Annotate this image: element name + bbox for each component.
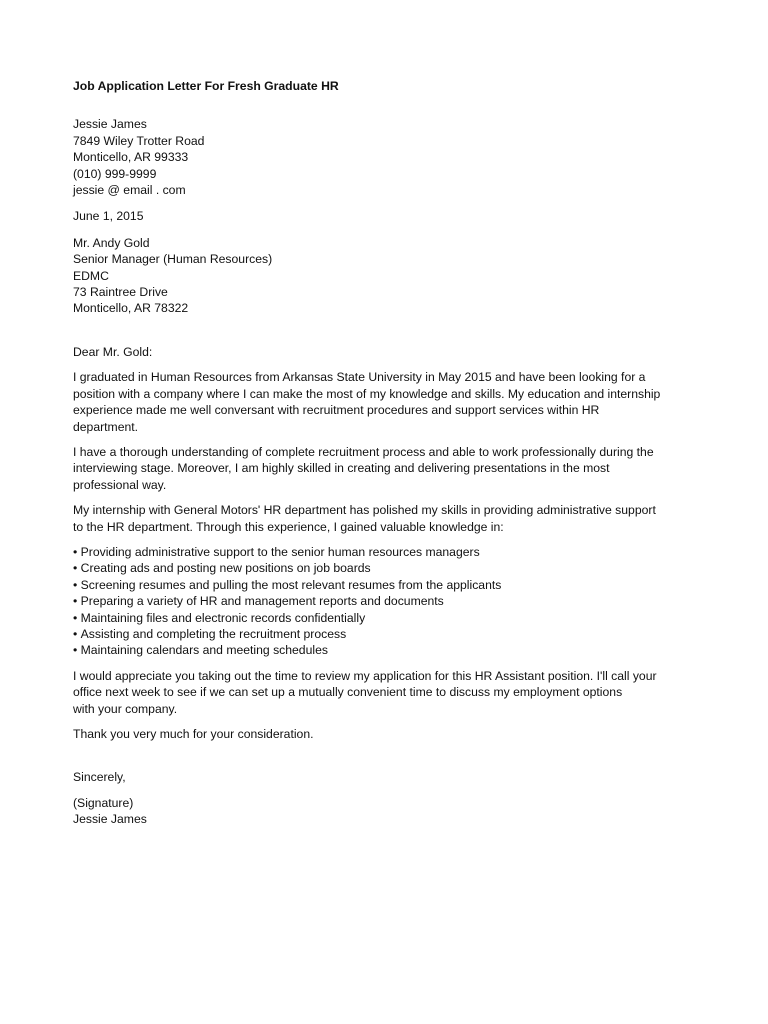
signature-placeholder: (Signature) — [73, 795, 134, 810]
paragraph-line: interviewing stage. Moreover, I am highly skilled in creating and delivering presentations in the most — [73, 461, 610, 476]
closing-paragraph — [73, 668, 723, 717]
paragraph-line: with your company. — [73, 701, 178, 716]
document-title: Job Application Letter For Fresh Graduate HR — [73, 79, 339, 93]
paragraph-line: I have a thorough understanding of complete recruitment process and able to work professionally during the — [73, 444, 654, 459]
sender-email: jessie @ email . com — [73, 183, 186, 198]
sender-phone: (010) 999-9999 — [73, 166, 157, 181]
paragraph-line: position with a company where I can make the most of my knowledge and skills. My education and internship — [73, 386, 661, 401]
sign-off: Sincerely, — [73, 770, 126, 785]
paragraph-line: I would appreciate you taking out the time to review my application for this HR Assistant position. I'll call your — [73, 668, 657, 683]
list-item: • Assisting and completing the recruitment process — [73, 626, 723, 642]
sender-address — [73, 116, 723, 198]
letter-page — [73, 78, 723, 837]
list-item: • Creating ads and posting new positions on job boards — [73, 560, 723, 576]
paragraph-line: I graduated in Human Resources from Arkansas State University in May 2015 and have been looking for a — [73, 370, 646, 385]
list-item: • Providing administrative support to the senior human resources managers — [73, 544, 723, 560]
recipient-city: Monticello, AR 78322 — [73, 301, 189, 316]
body-paragraph — [73, 502, 723, 535]
list-item: • Maintaining calendars and meeting schedules — [73, 642, 723, 658]
recipient-position: Senior Manager (Human Resources) — [73, 252, 273, 267]
paragraph-line: office next week to see if we can set up a mutually convenient time to discuss my employment options — [73, 685, 623, 700]
signer-name: Jessie James — [73, 812, 147, 827]
body-paragraph — [73, 444, 723, 493]
list-item: • Preparing a variety of HR and management reports and documents — [73, 593, 723, 609]
paragraph-line: professional way. — [73, 477, 167, 492]
signature-block — [73, 795, 723, 828]
recipient-company: EDMC — [73, 268, 109, 283]
paragraph-line: My internship with General Motors' HR department has polished my skills in providing administrative support — [73, 503, 656, 518]
body-paragraph — [73, 369, 723, 435]
sender-city: Monticello, AR 99333 — [73, 150, 189, 165]
sender-name: Jessie James — [73, 117, 147, 132]
recipient-street: 73 Raintree Drive — [73, 285, 168, 300]
paragraph-line: department. — [73, 419, 139, 434]
thank-you-paragraph — [73, 726, 723, 742]
recipient-name: Mr. Andy Gold — [73, 235, 150, 250]
paragraph-line: experience made me well conversant with recruitment procedures and support services within HR — [73, 403, 600, 418]
list-item: • Screening resumes and pulling the most relevant resumes from the applicants — [73, 577, 723, 593]
letter-date: June 1, 2015 — [73, 209, 144, 224]
list-item: • Maintaining files and electronic records confidentially — [73, 610, 723, 626]
sender-street: 7849 Wiley Trotter Road — [73, 133, 205, 148]
paragraph-line: Thank you very much for your consideration. — [73, 727, 314, 741]
skills-list — [73, 544, 723, 659]
paragraph-line: to the HR department. Through this experience, I gained valuable knowledge in: — [73, 519, 504, 534]
recipient-address — [73, 235, 723, 317]
salutation: Dear Mr. Gold: — [73, 344, 153, 359]
